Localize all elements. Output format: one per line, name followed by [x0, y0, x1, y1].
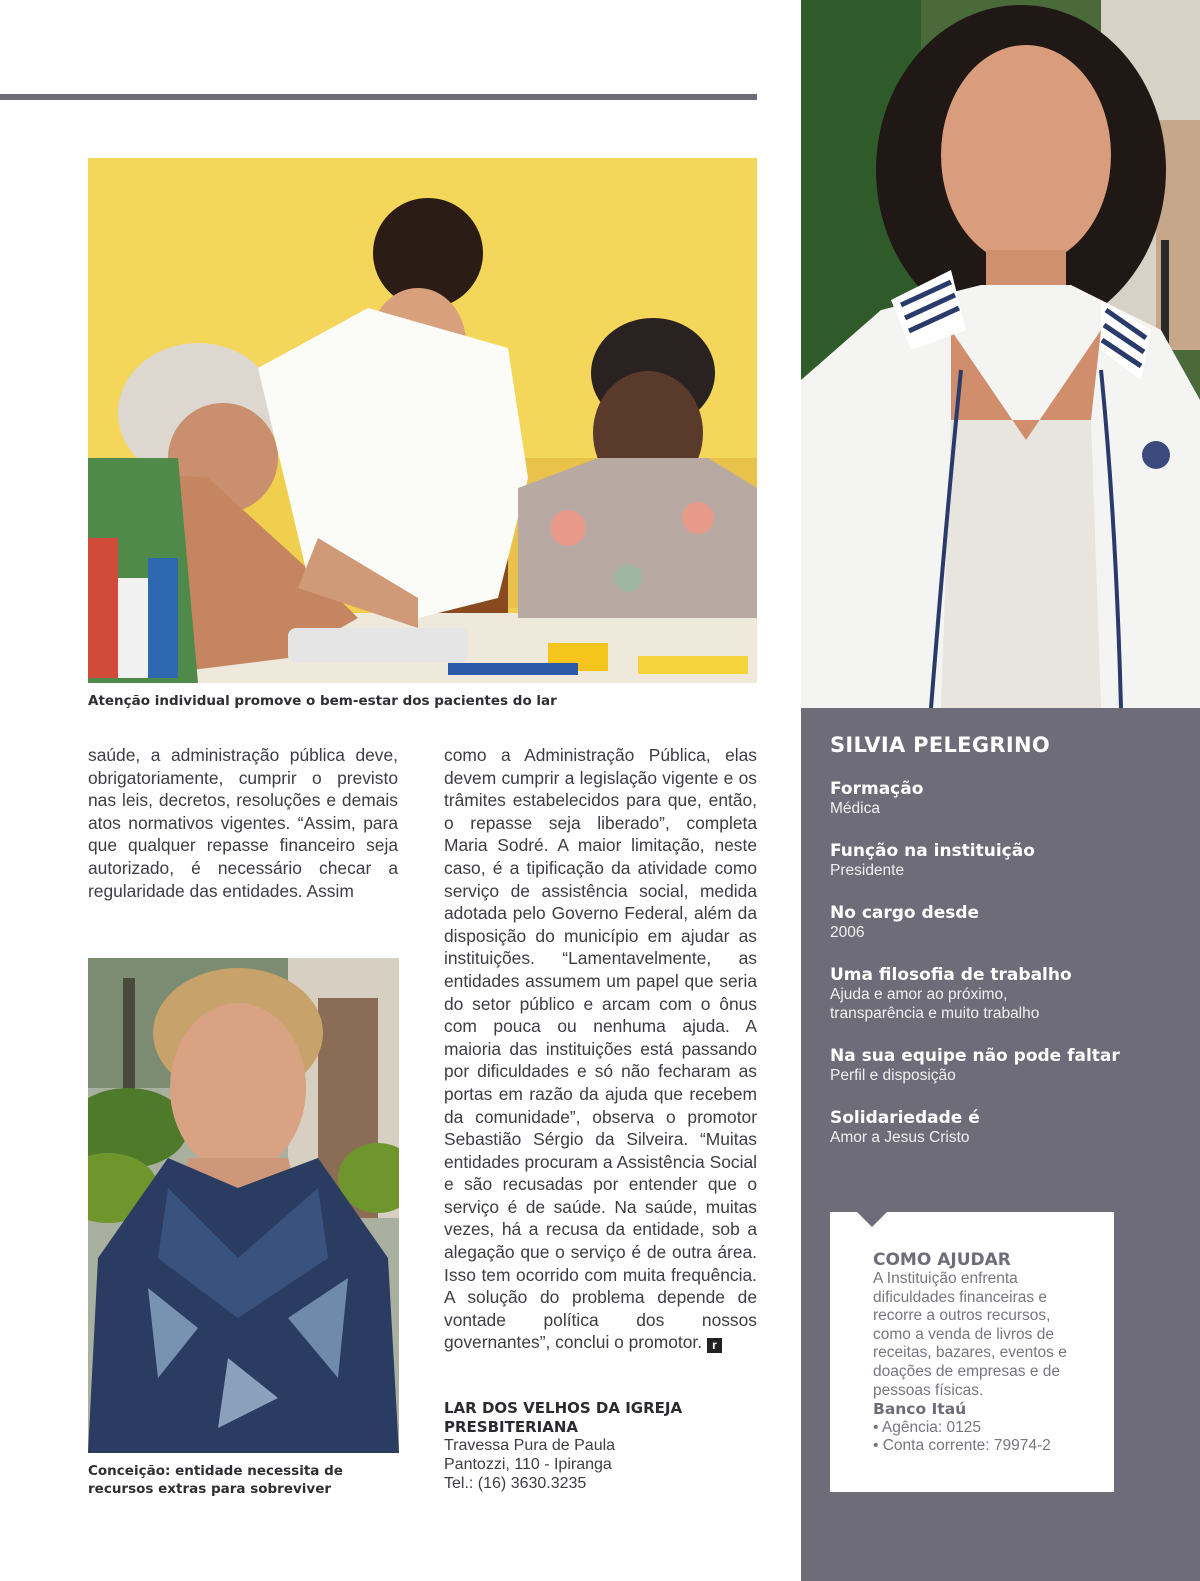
bank-account: • Conta corrente: 79974-2 — [873, 1437, 1051, 1455]
article-column-1-text: saúde, a administração pública deve, obrigatoriamente, cumprir o previsto nas leis, decretos, resoluções e demais atos normativos vigentes. “Assim, para que qualquer repasse financeiro seja autorizado, é necessário checar a regularidade das entidades. Assim — [88, 745, 398, 901]
top-rule — [0, 94, 757, 100]
how-to-help-title: COMO AJUDAR — [873, 1250, 1011, 1270]
how-to-help-line: pessoas físicas. — [873, 1381, 984, 1399]
how-to-help-line: A Instituição enfrenta — [873, 1270, 1018, 1287]
article-column-2-paragraph — [444, 744, 757, 1354]
fact-equipe — [830, 1046, 1170, 1085]
address-street-line-2: Pantozzi, 110 - Ipiranga — [444, 1455, 612, 1473]
fact-label: Função na instituição — [830, 841, 1035, 861]
fact-value: Médica — [830, 800, 880, 817]
fact-funcao — [830, 841, 1170, 880]
institution-name-line-1: LAR DOS VELHOS DA IGREJA — [444, 1399, 683, 1417]
fact-filosofia — [830, 965, 1170, 1023]
fact-label: Na sua equipe não pode faltar — [830, 1046, 1120, 1066]
article-column-2 — [444, 744, 757, 1354]
end-of-article-mark: r — [707, 1338, 722, 1353]
article-column-1 — [88, 744, 398, 902]
how-to-help-line: dificuldades financeiras e — [873, 1288, 1048, 1306]
how-to-help-line: recorre a outros recursos, — [873, 1307, 1051, 1325]
fact-value: Perfil e disposição — [830, 1067, 956, 1084]
fact-value: Amor a Jesus Cristo — [830, 1129, 970, 1146]
institution-name-line-2: PRESBITERIANA — [444, 1418, 578, 1436]
second-photo — [88, 958, 399, 1453]
fact-value-line-1: Ajuda e amor ao próximo, — [830, 986, 1008, 1003]
main-photo-caption: Atenção individual promove o bem-estar dos pacientes do lar — [88, 693, 557, 709]
fact-label: No cargo desde — [830, 903, 980, 923]
fact-solidariedade — [830, 1108, 1170, 1147]
how-to-help-content — [873, 1251, 1088, 1456]
profile-name: SILVIA PELEGRINO — [830, 733, 1050, 757]
how-to-help-line: doações de empresas e de — [873, 1362, 1060, 1380]
how-to-help-box — [830, 1212, 1114, 1492]
main-photo — [88, 158, 757, 683]
fact-label: Formação — [830, 779, 924, 799]
fact-label: Solidariedade é — [830, 1108, 980, 1128]
second-photo-caption — [88, 1462, 399, 1498]
bank-agency: • Agência: 0125 — [873, 1418, 981, 1436]
institution-address — [444, 1399, 744, 1493]
how-to-help-line: como a venda de livros de — [873, 1325, 1054, 1343]
profile-sidebar — [801, 708, 1200, 1581]
second-photo-caption-line-2: recursos extras para sobreviver — [88, 1481, 332, 1497]
second-photo-caption-line-1: Conceição: entidade necessita de — [88, 1463, 343, 1479]
fact-label: Uma filosofia de trabalho — [830, 965, 1072, 985]
fact-value: 2006 — [830, 924, 865, 941]
article-column-2-text: como a Administração Pública, elas devem cumprir a legislação vigente e os trâmites estabelecidos para que, então, o repasse seja liberado”, completa Maria Sodré. A maior limitação, neste caso, é a tipificação da atividade como serviço de assistência social, medida adotada pelo Governo Federal, além da disposição do município em ajudar as instituições. “Lamentavelmente, as entidades assumem um papel que seria do setor público e arcam com o ônus com pouca ou nenhuma ajuda. A maioria das instituições está passando por dificuldades e só não fecharam as portas em razão da ajuda que recebem da comunidade”, observa o promotor Sebastião Sérgio da Silveira. “Muitas entidades procuram a Assistência Social e são recusadas por entender que o serviço é de saúde. Na saúde, muitas vezes, há a recusa da entidade, sob a alegação que o serviço é de outra área. Isso tem ocorrido com muita frequência. A solução do problema depende de vontade política dos nossos governantes”, conclui o promotor. — [444, 745, 757, 1353]
fact-cargo-desde — [830, 903, 1170, 942]
how-to-help-line: receitas, bazares, eventos e — [873, 1344, 1067, 1362]
bank-name: Banco Itaú — [873, 1400, 967, 1419]
box-notch — [857, 1212, 887, 1227]
address-phone: Tel.: (16) 3630.3235 — [444, 1474, 587, 1492]
portrait-photo — [801, 0, 1200, 708]
fact-value-line-2: transparência e muito trabalho — [830, 1005, 1040, 1022]
profile-facts — [830, 779, 1170, 1170]
address-street-line-1: Travessa Pura de Paula — [444, 1437, 616, 1454]
fact-formacao — [830, 779, 1170, 818]
fact-value: Presidente — [830, 862, 905, 879]
